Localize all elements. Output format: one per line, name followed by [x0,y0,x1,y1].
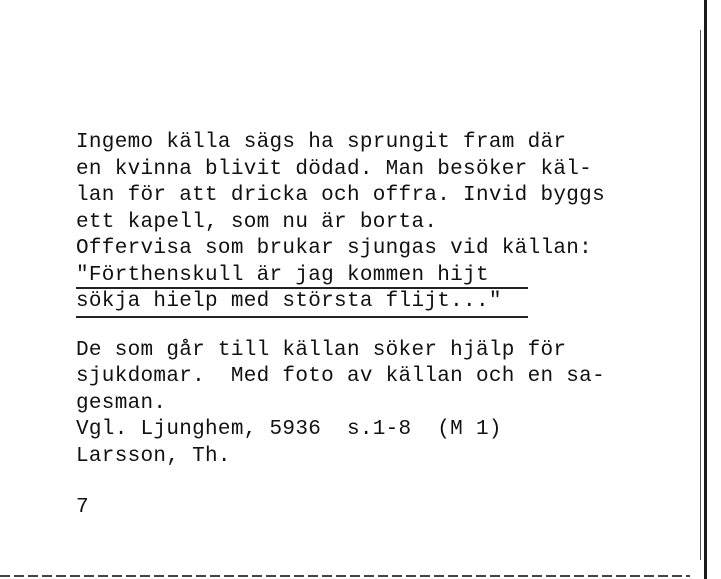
reference-line: Vgl. Ljunghem, 5936 s.1-8 (M 1) [76,418,502,441]
text-line-9: sjukdomar. Med foto av källan och en sa- [76,365,605,388]
paragraph-gap [76,316,676,338]
card-right-border-thin [700,30,701,560]
quote-line-1: "Förthenskull är jag kommen hijt [76,263,489,287]
text-line-3: lan för att dricka och offra. Invid byggs [76,184,605,207]
text-line-4: ett kapell, som nu är borta. [76,210,438,234]
page-number: 7 [76,496,89,519]
card-bottom-border [0,575,690,577]
text-line-8: De som går till källan söker hjälp för [76,338,567,362]
card-right-border [704,0,707,579]
text-line-10: gesman. [76,391,167,415]
card-text [76,130,676,470]
text-line-2: en kvinna blivit dödad. Man besöker käl- [76,157,593,181]
quote-underline-2 [76,316,528,318]
text-line-5: Offervisa som brukar sjungas vid källan: [76,237,593,260]
quote-line-2: sökja hielp med största flijt..." [76,290,502,313]
quote-underline-1 [76,287,528,289]
author-line: Larsson, Th. [76,444,231,468]
text-line-1: Ingemo källa sägs ha sprungit fram där [76,131,567,154]
